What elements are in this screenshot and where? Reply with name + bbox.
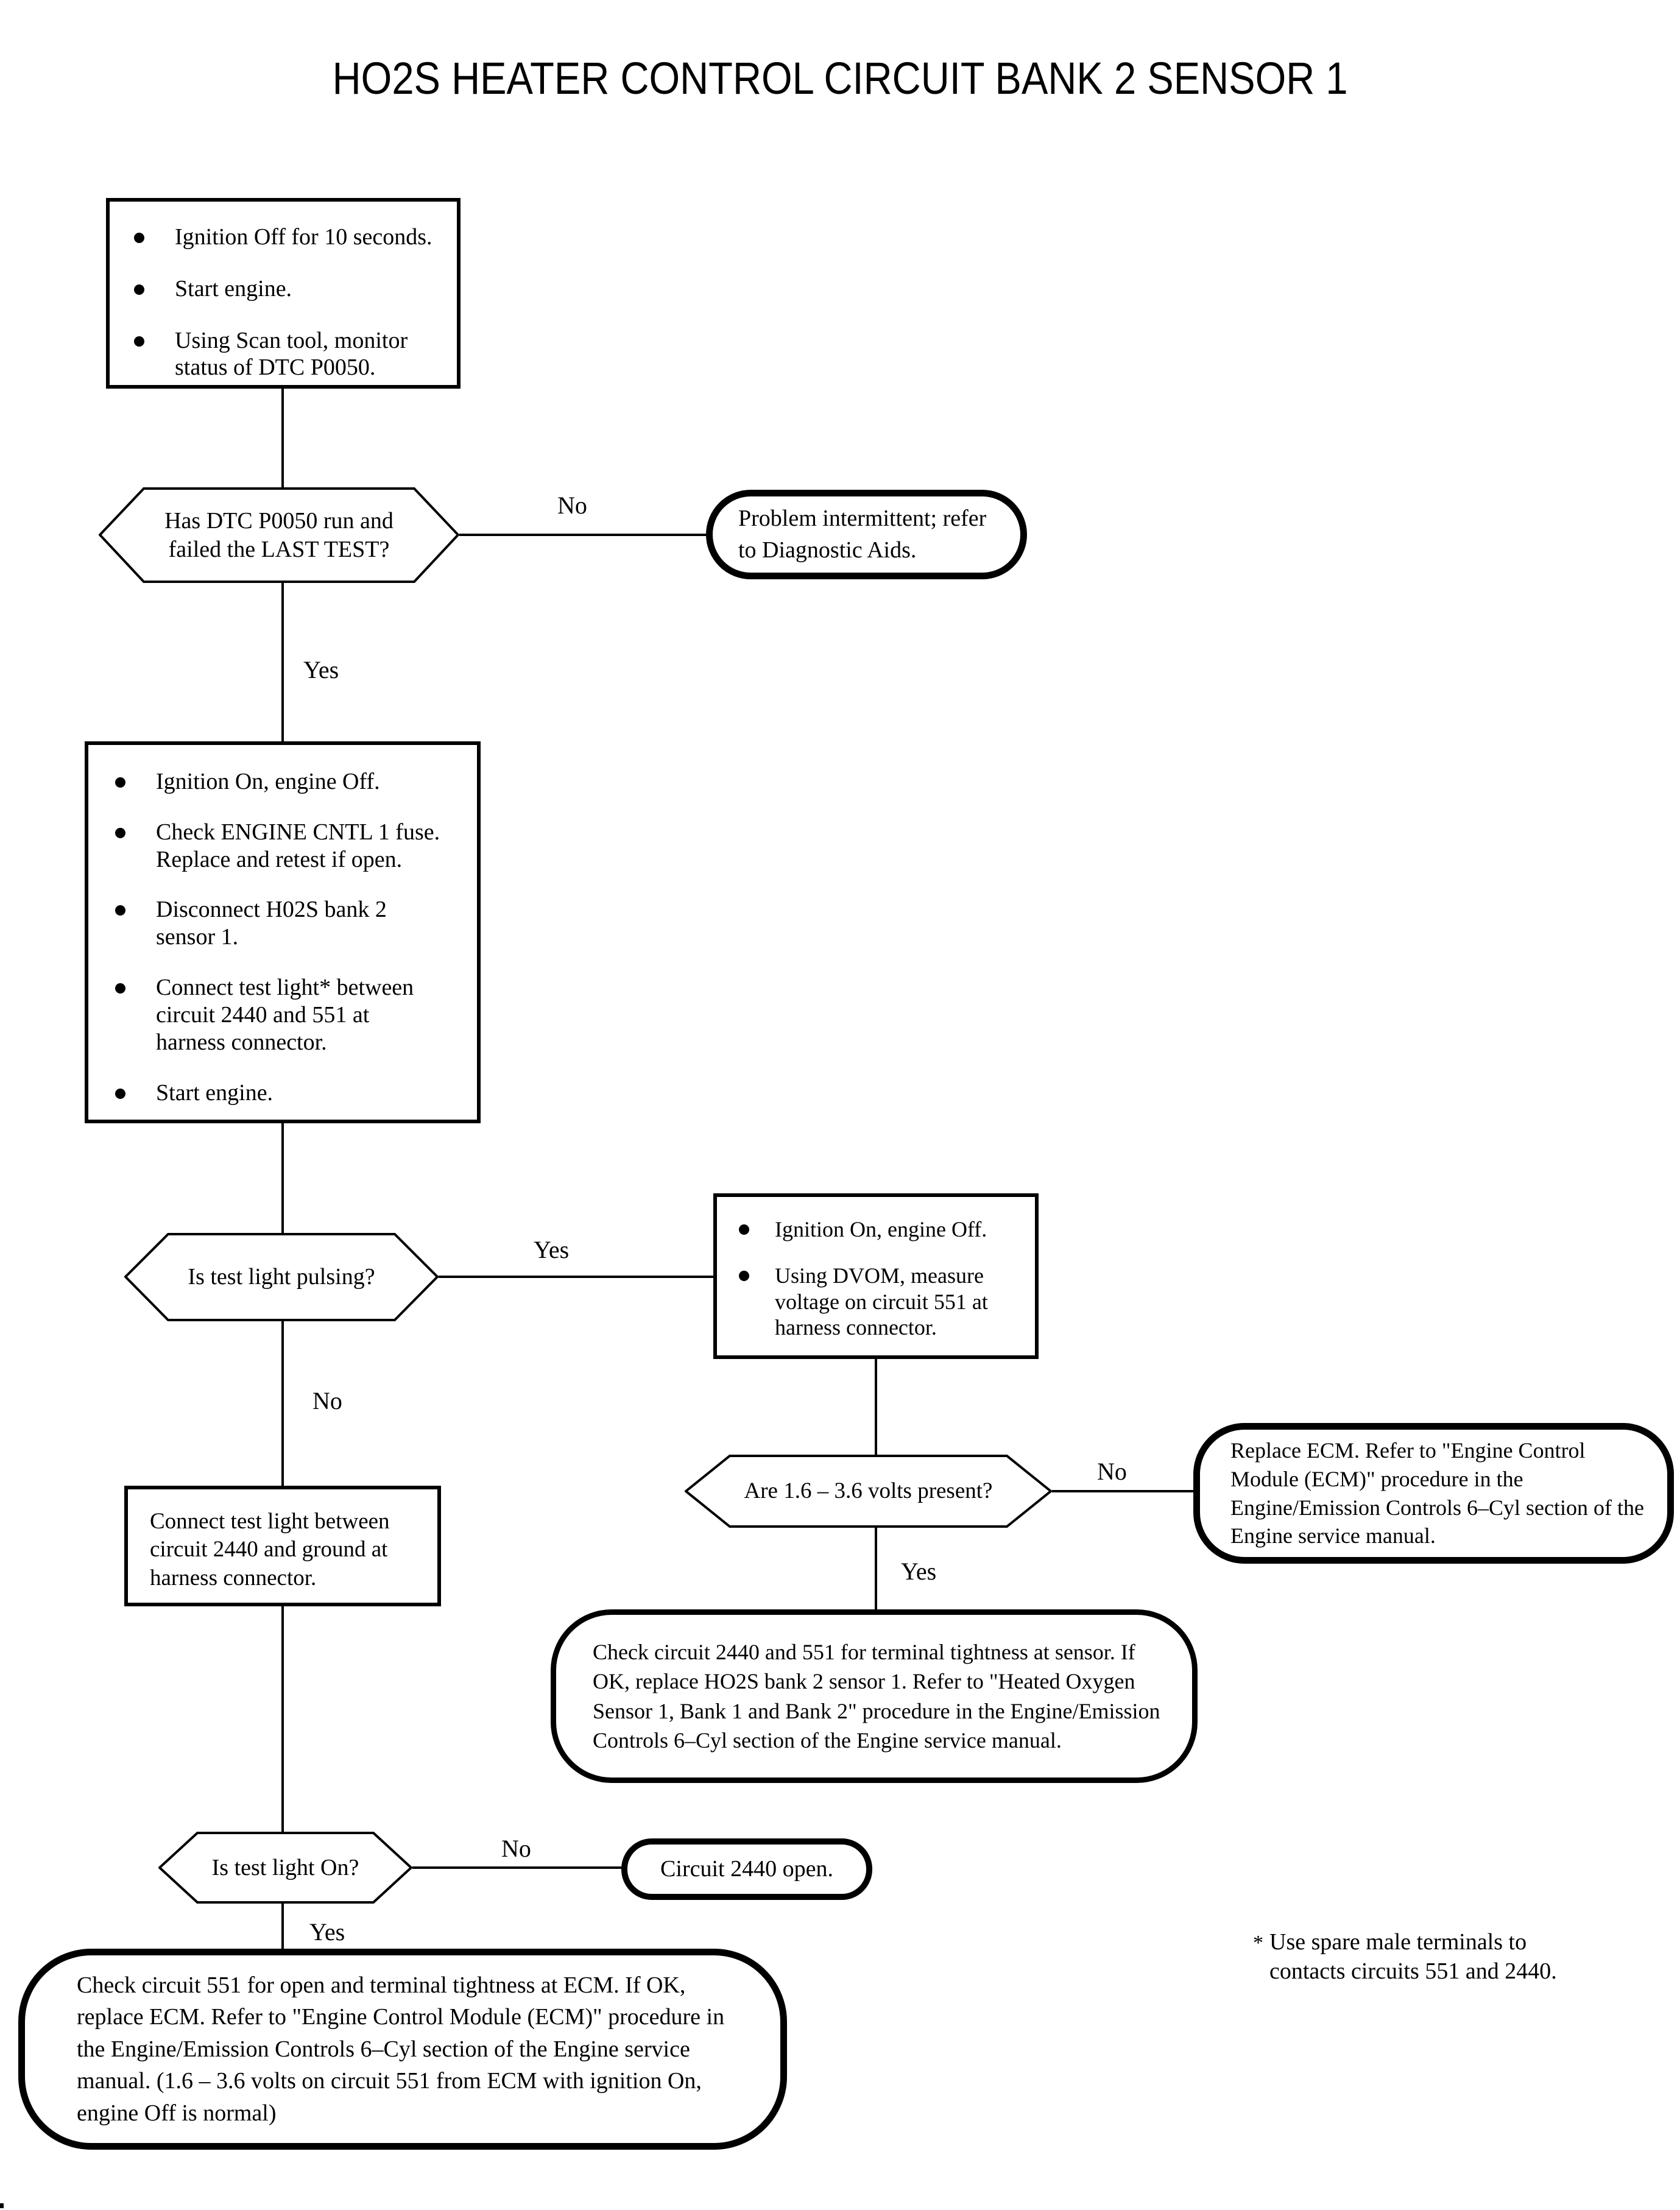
step-text: Disconnect H02S bank 2 sensor 1. xyxy=(156,897,387,950)
decision-question xyxy=(99,487,459,583)
terminal-replace-ecm xyxy=(1193,1423,1674,1564)
footnote-text: Use spare male terminals to contacts circuits 551 and 2440. xyxy=(1269,1929,1557,1984)
step-text: Ignition On, engine Off. xyxy=(156,769,380,794)
step-text: Start engine. xyxy=(175,275,292,302)
terminal-problem-intermittent xyxy=(706,490,1027,579)
connector-line xyxy=(412,1866,621,1869)
page-title-text: HO2S HEATER CONTROL CIRCUIT BANK 2 SENSOR 1 xyxy=(332,53,1348,104)
edge-label-no: No xyxy=(1097,1458,1127,1485)
terminal-text: Problem intermittent; refer to Diagnostic Aids. xyxy=(738,506,987,563)
connector-line xyxy=(459,534,706,536)
step-text: Using Scan tool, monitor status of DTC P0050. xyxy=(175,327,408,381)
list-item xyxy=(134,327,420,382)
connector-line xyxy=(875,1528,877,1609)
step-text: Ignition Off for 10 seconds. xyxy=(175,224,432,250)
step-text: Connect test light* between circuit 2440 and 551 at harness connector. xyxy=(156,975,414,1055)
list-item xyxy=(115,896,401,951)
list-item xyxy=(134,224,446,251)
bullet-icon xyxy=(134,336,144,347)
list-item xyxy=(115,1079,467,1107)
terminal-text: Check circuit 2440 and 551 for terminal tightness at sensor. If OK, replace HO2S bank 2 sensor 1. Refer to "Heated Oxygen Sensor 1, Bank 1 and Bank 2" procedure in the Engine/Emission Controls 6–Cyl section of the Engine service manual. xyxy=(593,1640,1160,1753)
edge-label-yes: Yes xyxy=(309,1918,345,1946)
bullet-icon xyxy=(739,1224,749,1235)
terminal-circuit-2440-open xyxy=(621,1838,872,1900)
decision-test-light-on xyxy=(158,1832,412,1904)
step-text: Ignition On, engine Off. xyxy=(775,1217,987,1241)
bullet-icon xyxy=(739,1271,749,1281)
decision-volts-present xyxy=(685,1455,1052,1528)
list-item xyxy=(115,819,456,874)
decision-question xyxy=(124,1233,439,1321)
connector-line xyxy=(281,1904,284,1949)
bullet-icon xyxy=(115,1089,125,1099)
connector-line xyxy=(875,1359,877,1455)
edge-label-yes: Yes xyxy=(303,656,339,683)
connector-line xyxy=(1052,1490,1193,1492)
edge-label-no: No xyxy=(501,1835,531,1862)
edge-label-yes: Yes xyxy=(901,1558,937,1585)
bullet-icon xyxy=(115,828,125,838)
list-item xyxy=(115,768,467,796)
list-item xyxy=(134,275,446,303)
decision-question-text: Has DTC P0050 run and failed the LAST TEST? xyxy=(164,508,394,562)
footnote xyxy=(1253,1928,1612,1986)
print-artifact xyxy=(0,2203,4,2208)
terminal-text: Check circuit 551 for open and terminal tightness at ECM. If OK, replace ECM. Refer to "Engine Control Module (ECM)" procedure in the Engine/Emission Controls 6–Cyl section of the Engine service manual. (1.6 – 3.6 volts on circuit 551 from ECM with ignition On, engine Off is normal) xyxy=(77,1972,725,2126)
process-box-test-light-setup xyxy=(85,741,481,1123)
decision-question xyxy=(685,1455,1052,1528)
terminal-check-2440-551 xyxy=(551,1609,1198,1783)
bullet-icon xyxy=(115,777,125,788)
decision-test-light-pulsing xyxy=(124,1233,439,1321)
list-item xyxy=(115,974,426,1056)
list-item xyxy=(739,1216,1026,1242)
process-box-dvom-measure xyxy=(713,1193,1039,1359)
edge-label-no: No xyxy=(312,1387,342,1414)
page-title xyxy=(0,52,1680,104)
connector-line xyxy=(281,389,284,488)
connector-line xyxy=(281,583,284,741)
terminal-text: Replace ECM. Refer to "Engine Control Module (ECM)" procedure in the Engine/Emission Controls 6–Cyl section of the Engine service manual. xyxy=(1230,1438,1644,1548)
bullet-icon xyxy=(115,905,125,916)
bullet-icon xyxy=(115,983,125,994)
edge-label-yes: Yes xyxy=(534,1236,570,1263)
list-item xyxy=(739,1263,1019,1340)
connector-line xyxy=(281,1123,284,1233)
connector-line xyxy=(281,1606,284,1832)
connector-line xyxy=(439,1276,713,1278)
edge-label-no: No xyxy=(557,492,587,519)
asterisk-icon: * xyxy=(1253,1932,1263,1954)
decision-question-text: Are 1.6 – 3.6 volts present? xyxy=(744,1478,993,1504)
step-text: Check ENGINE CNTL 1 fuse. Replace and retest if open. xyxy=(156,819,440,872)
bullet-icon xyxy=(134,284,144,295)
step-text: Connect test light between circuit 2440 and ground at harness connector. xyxy=(150,1509,390,1590)
step-text: Using DVOM, measure voltage on circuit 551 at harness connector. xyxy=(775,1263,988,1340)
process-box-initial-checks xyxy=(106,198,461,389)
terminal-check-551-ecm xyxy=(18,1949,787,2150)
decision-question xyxy=(158,1832,412,1904)
connector-line xyxy=(281,1321,284,1486)
terminal-text: Circuit 2440 open. xyxy=(660,1855,833,1882)
process-box-test-light-ground xyxy=(124,1486,441,1606)
decision-dtc-p0050 xyxy=(99,487,459,583)
decision-question-text: Is test light pulsing? xyxy=(188,1264,375,1290)
bullet-icon xyxy=(134,233,144,243)
decision-question-text: Is test light On? xyxy=(211,1854,359,1880)
step-text: Start engine. xyxy=(156,1079,274,1106)
